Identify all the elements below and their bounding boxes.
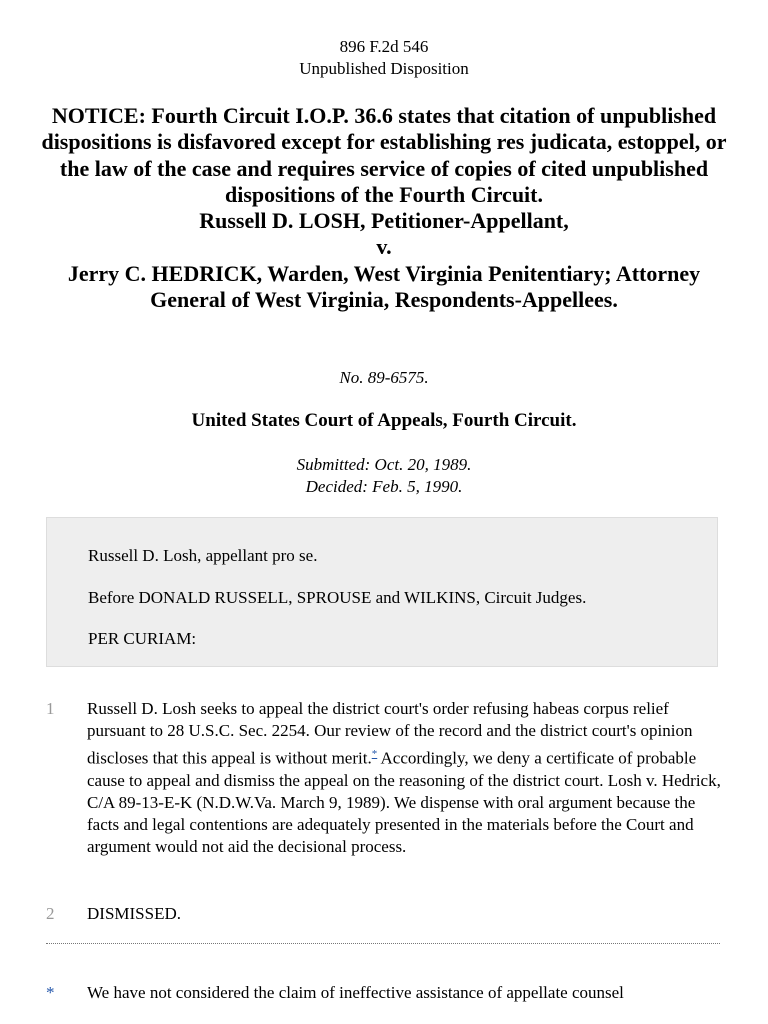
- counsel-line: Russell D. Losh, appellant pro se.: [88, 546, 318, 565]
- paragraph-text-part: Accordingly, we deny a certificate of probable cause to appeal and dismiss the appeal on the reasoning of the district court. Losh v. Hedrick, C/A 89-13-E-K (N.D.W.Va. March 9, 1989). We dispense with oral argument because the facts and legal contentions are adequately presented in the materials before the Court and argument would not aid the decisional process.: [87, 748, 721, 857]
- footnote-divider: [46, 943, 720, 944]
- court-name: United States Court of Appeals, Fourth Circuit.: [191, 410, 577, 431]
- paragraph-number: 2: [46, 904, 55, 923]
- appellees-name: Jerry C. HEDRICK, Warden, West Virginia Penitentiary; Attorney General of West Virginia, Respondents-Appellees.: [67, 260, 701, 313]
- docket-number: No. 89-6575.: [339, 368, 429, 387]
- paragraph-number: 1: [46, 699, 55, 718]
- paragraph-1: [46, 698, 722, 878]
- case-dates: [0, 454, 768, 498]
- paragraph-text: DISMISSED.: [87, 904, 181, 923]
- judges-line: Before DONALD RUSSELL, SPROUSE and WILKINS, Circuit Judges.: [88, 588, 587, 607]
- reporter-citation: 896 F.2d 546: [339, 37, 429, 56]
- submitted-date: Submitted: Oct. 20, 1989.: [296, 455, 472, 474]
- paragraph-text-part: Russell D. Losh seeks to appeal the district court's order refusing habeas corpus relief pursuant to 28 U.S.C. Sec. 2254. Our review of the record and the district court's opinion discloses that this appeal is without merit.: [87, 699, 693, 768]
- notice-text: NOTICE: Fourth Circuit I.O.P. 36.6 states that citation of unpublished dispositions is disfavored except for establishing res judicata, estoppel, or the law of the case and requires service of copies of cited unpublished dispositions of the Fourth Circuit.: [41, 103, 727, 207]
- paragraph-text: [87, 698, 722, 859]
- versus-text: v.: [376, 234, 392, 260]
- citation-header: [0, 36, 768, 80]
- disposition-label: Unpublished Disposition: [299, 59, 469, 78]
- footnote-link[interactable]: *: [371, 747, 378, 760]
- paragraph-2: [46, 903, 722, 927]
- per-curiam-line: PER CURIAM:: [88, 629, 197, 648]
- footnote-mark[interactable]: *: [46, 983, 55, 1002]
- decided-date: Decided: Feb. 5, 1990.: [305, 477, 463, 496]
- footnote-text: We have not considered the claim of ineffective assistance of appellate counsel: [87, 983, 624, 1002]
- case-title: [40, 103, 728, 313]
- appellant-name: Russell D. LOSH, Petitioner-Appellant,: [199, 208, 569, 234]
- case-header-box: [46, 517, 718, 667]
